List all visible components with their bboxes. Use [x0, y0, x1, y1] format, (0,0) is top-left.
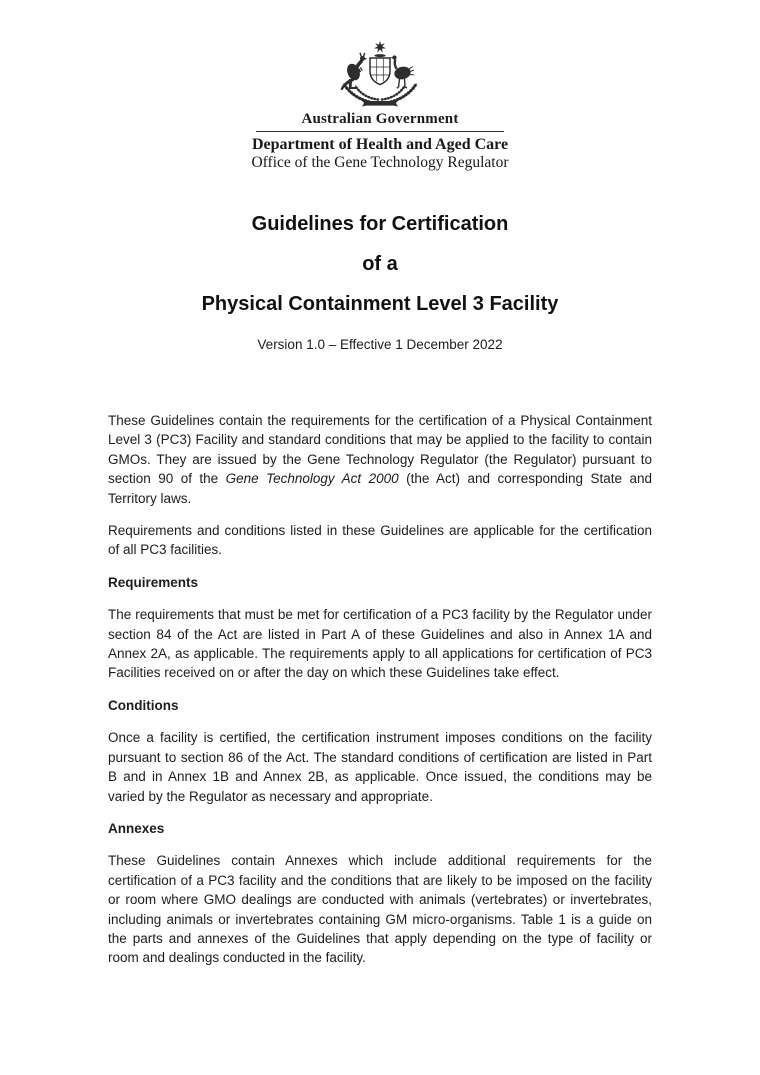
applicability-paragraph: Requirements and conditions listed in these Guidelines are applicable for the certification of all PC3 facilities.	[108, 523, 652, 558]
title-line-1: Guidelines for Certification	[251, 213, 509, 235]
act-title-italic: Gene Technology Act 2000	[225, 471, 399, 487]
letterhead	[108, 38, 652, 172]
heading-conditions: Conditions	[108, 697, 179, 713]
document-body	[108, 411, 652, 968]
australian-coat-of-arms-icon	[335, 38, 425, 108]
government-name: Australian Government	[301, 111, 459, 127]
intro-post: (the Act) and corresponding State and Territory laws.	[108, 471, 652, 506]
annexes-paragraph: These Guidelines contain Annexes which include additional requirements for the certification of a PC3 facility and the conditions that are likely to be imposed on the facility or room where GMO dealings are conducted with animals (vertebrates) or invertebrates, including animals or invertebrates containing GM micro-organisms. Table 1 is a guide on the parts and annexes of the Guidelines that apply depending on the type of facility or room and dealings conducted in the facility.	[108, 853, 652, 966]
department-name: Department of Health and Aged Care	[251, 136, 509, 153]
heading-requirements: Requirements	[108, 574, 199, 590]
version-line: Version 1.0 – Effective 1 December 2022	[257, 337, 503, 352]
header-divider	[256, 131, 504, 132]
title-line-3: Physical Containment Level 3 Facility	[201, 293, 559, 315]
title-line-2: of a	[362, 253, 398, 275]
intro-pre: These Guidelines contain the requirements for the certification of a Physical Containment Level 3 (PC3) Facility and standard conditions that may be applied to the facility to contain GMOs. They are issued by the Gene Technology Regulator (the Regulator) pursuant to section 90 of the	[108, 413, 652, 487]
office-name: Office of the Gene Technology Regulator	[251, 154, 509, 171]
heading-annexes: Annexes	[108, 820, 165, 836]
requirements-paragraph: The requirements that must be met for certification of a PC3 facility by the Regulator under section 84 of the Act are listed in Part A of these Guidelines and also in Annex 1A and Annex 2A, as applicable. The requirements apply to all applications for certification of PC3 Facilities received on or after the day on which these Guidelines take effect.	[108, 607, 652, 681]
conditions-paragraph: Once a facility is certified, the certification instrument imposes conditions on the facility pursuant to section 86 of the Act. The standard conditions of certification are listed in Part B and in Annex 1B and Annex 2B, as applicable. Once issued, the conditions may be varied by the Regulator as necessary and appropriate.	[108, 730, 652, 804]
document-title-block	[108, 212, 652, 353]
intro-paragraph	[108, 411, 652, 508]
